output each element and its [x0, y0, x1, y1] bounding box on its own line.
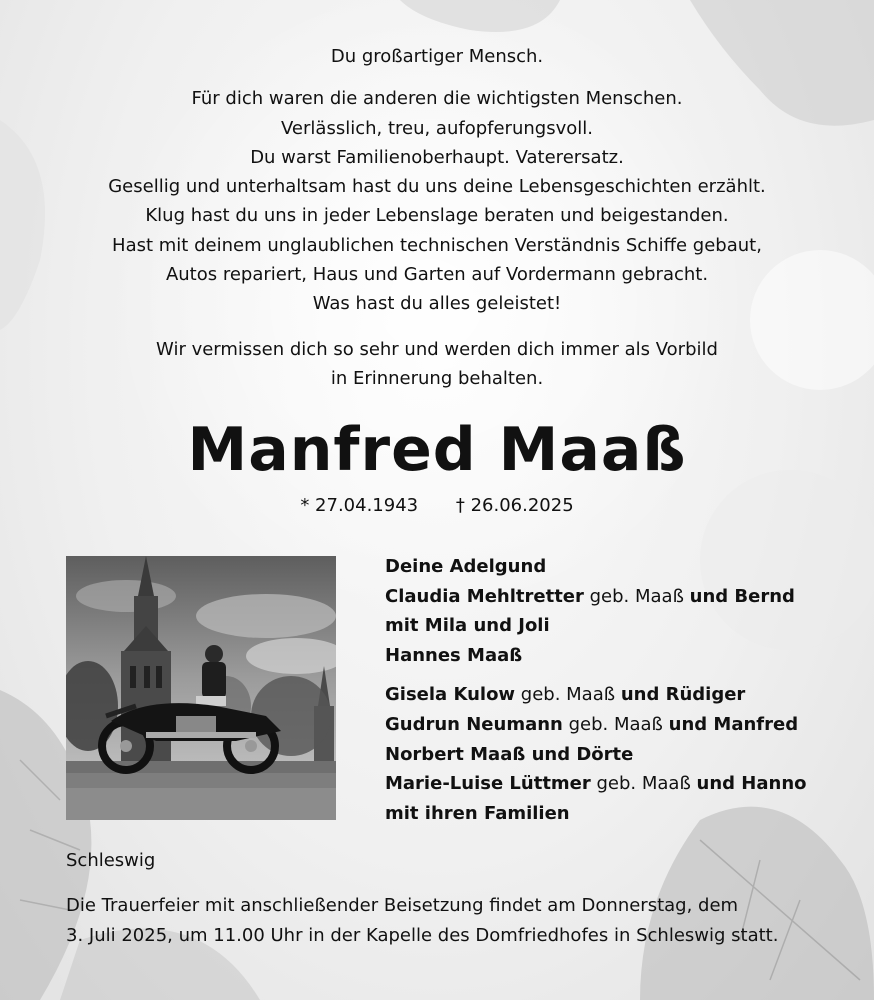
family-line — [385, 740, 845, 770]
photo-illustration — [66, 556, 336, 820]
family-member-name: mit ihren Familien — [385, 802, 570, 824]
family-member-name: mit Mila und Joli — [385, 615, 550, 637]
family-member-name: und Bernd — [689, 585, 795, 607]
birth-date: * 27.04.1943 — [300, 495, 419, 516]
family-group — [385, 680, 845, 828]
family-member-name: und Manfred — [668, 713, 799, 735]
family-line — [385, 680, 845, 710]
family-member-name: und Rüdiger — [620, 684, 746, 706]
poem-opening: Du großartiger Mensch. — [330, 46, 544, 67]
poem-line: Wir vermissen dich so sehr und werden dich immer als Vorbild — [156, 338, 718, 360]
family-line — [385, 710, 845, 740]
family-list — [385, 552, 845, 828]
family-line — [385, 799, 845, 829]
family-member-name: Hannes Maaß — [385, 644, 523, 666]
maiden-name-note: geb. Maaß — [562, 713, 669, 735]
funeral-notice — [66, 891, 826, 950]
maiden-name-note: geb. Maaß — [515, 684, 621, 706]
poem-stanza — [0, 84, 874, 318]
life-dates — [0, 494, 874, 518]
poem-closing — [0, 335, 874, 394]
family-line — [385, 582, 845, 612]
family-member-name: Gisela Kulow — [385, 684, 516, 706]
poem-line: Für dich waren die anderen die wichtigsten Menschen. — [191, 88, 683, 110]
family-member-name: Marie-Luise Lüttmer — [385, 773, 591, 795]
family-line — [385, 641, 845, 671]
family-member-name: Claudia Mehltretter — [385, 585, 584, 607]
poem-line: Was hast du alles geleistet! — [312, 293, 562, 315]
poem — [0, 42, 874, 393]
notice-line: Die Trauerfeier mit anschließender Beisetzung findet am Donnerstag, dem — [66, 895, 739, 916]
poem-line: Du warst Familienoberhaupt. Vaterersatz. — [250, 146, 624, 168]
deceased-name: Manfred Maaß — [187, 415, 687, 485]
maiden-name-note: geb. Maaß — [590, 773, 697, 795]
maiden-name-note: geb. Maaß — [583, 585, 690, 607]
family-member-name: Norbert Maaß und Dörte — [385, 743, 634, 765]
man-on-motorcycle-photo — [66, 556, 336, 820]
poem-line: Klug hast du uns in jeder Lebenslage beraten und beigestanden. — [145, 205, 729, 227]
poem-line: Verlässlich, treu, aufopferungsvoll. — [281, 117, 593, 139]
family-line — [385, 611, 845, 641]
notice-line: 3. Juli 2025, um 11.00 Uhr in der Kapelle des Domfriedhofes in Schleswig statt. — [66, 924, 779, 946]
place: Schleswig — [66, 850, 156, 871]
poem-line: Gesellig und unterhaltsam hast du uns deine Lebensgeschichten erzählt. — [108, 176, 766, 198]
family-member-name: Gudrun Neumann — [385, 713, 563, 735]
family-member-name: Deine Adelgund — [385, 556, 547, 577]
poem-line: Hast mit deinem unglaublichen technischen Verständnis Schiffe gebaut, — [112, 234, 762, 256]
family-group — [385, 552, 845, 670]
family-line — [385, 769, 845, 799]
death-date: † 26.06.2025 — [455, 495, 574, 516]
family-member-name: und Hanno — [696, 773, 807, 795]
poem-line: Autos repariert, Haus und Garten auf Vordermann gebracht. — [165, 264, 709, 286]
poem-line: in Erinnerung behalten. — [330, 367, 544, 389]
family-line — [385, 552, 845, 582]
